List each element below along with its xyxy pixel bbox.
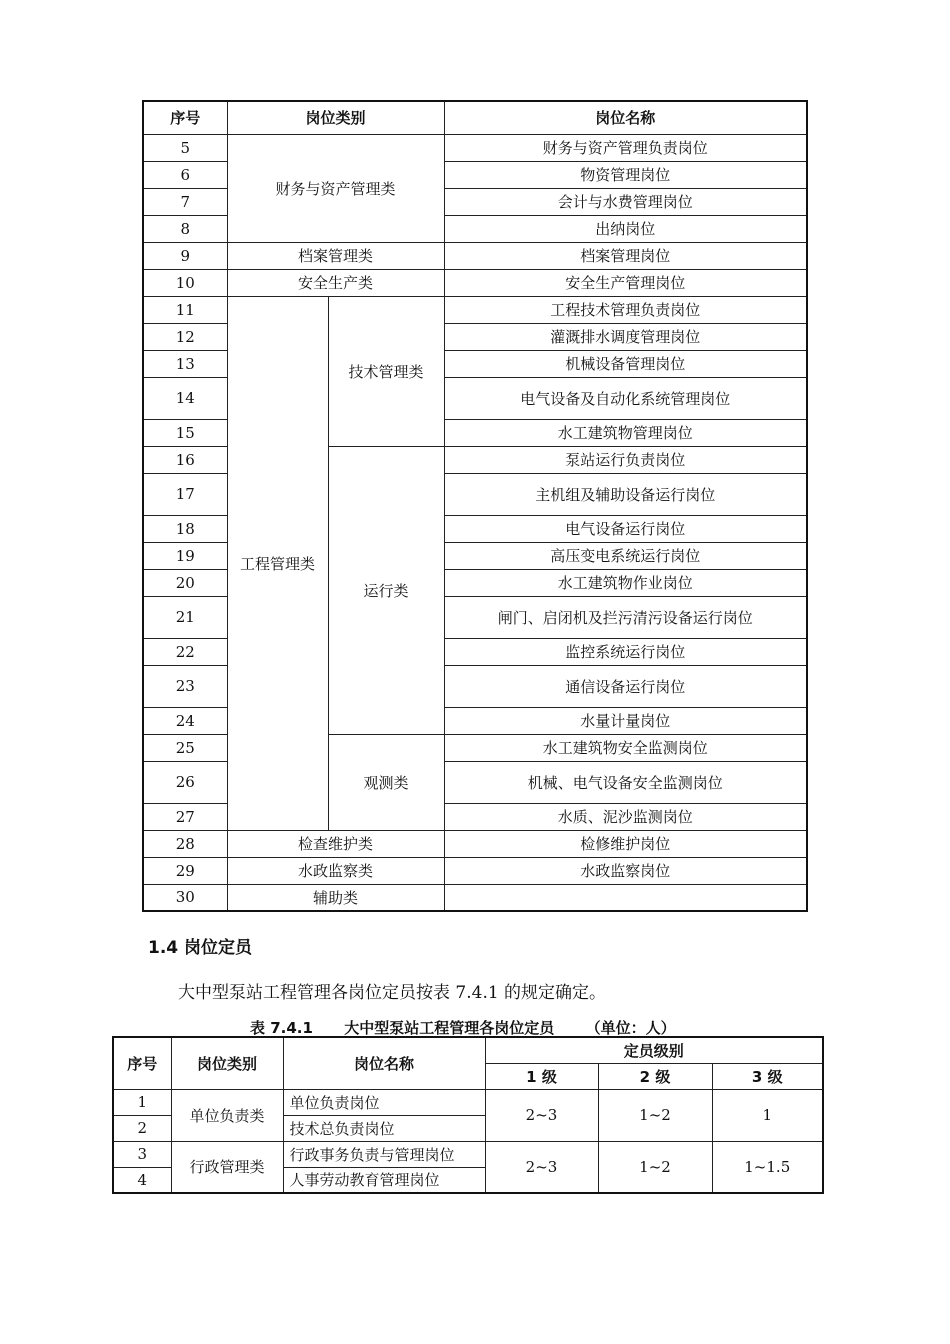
position-name: 水工建筑物安全监测岗位 (444, 734, 807, 761)
category-cell: 档案管理类 (227, 242, 444, 269)
position-name: 高压变电系统运行岗位 (444, 542, 807, 569)
header-category: 岗位类别 (171, 1037, 283, 1089)
row-no: 26 (143, 761, 227, 803)
position-name: 水量计量岗位 (444, 707, 807, 734)
header-name: 岗位名称 (444, 101, 807, 134)
subcategory-tech: 技术管理类 (328, 296, 444, 446)
position-name: 检修维护岗位 (444, 830, 807, 857)
row-no: 19 (143, 542, 227, 569)
row-no: 5 (143, 134, 227, 161)
row-no: 27 (143, 803, 227, 830)
subcategory-observation: 观测类 (328, 734, 444, 830)
position-name: 档案管理岗位 (444, 242, 807, 269)
category-cell: 单位负责类 (171, 1089, 283, 1141)
row-no: 17 (143, 473, 227, 515)
row-no: 29 (143, 857, 227, 884)
row-no: 12 (143, 323, 227, 350)
position-name: 通信设备运行岗位 (444, 665, 807, 707)
section-heading: 1.4 岗位定员 (148, 938, 253, 958)
position-name: 会计与水费管理岗位 (444, 188, 807, 215)
position-name: 财务与资产管理负责岗位 (444, 134, 807, 161)
row-no: 16 (143, 446, 227, 473)
row-no: 18 (143, 515, 227, 542)
row-no: 1 (113, 1089, 171, 1115)
header-category: 岗位类别 (227, 101, 444, 134)
header-name: 岗位名称 (283, 1037, 485, 1089)
header-level-1: 1 级 (485, 1063, 598, 1089)
position-name: 技术总负责岗位 (283, 1115, 485, 1141)
level-2-value: 1~2 (598, 1089, 712, 1141)
row-no: 24 (143, 707, 227, 734)
row-no: 3 (113, 1141, 171, 1167)
category-cell: 行政管理类 (171, 1141, 283, 1193)
position-name: 灌溉排水调度管理岗位 (444, 323, 807, 350)
category-cell: 安全生产类 (227, 269, 444, 296)
position-name: 电气设备及自动化系统管理岗位 (444, 377, 807, 419)
row-no: 30 (143, 884, 227, 911)
header-no: 序号 (113, 1037, 171, 1089)
position-name: 闸门、启闭机及拦污清污设备运行岗位 (444, 596, 807, 638)
row-no: 15 (143, 419, 227, 446)
position-name: 安全生产管理岗位 (444, 269, 807, 296)
position-name: 机械、电气设备安全监测岗位 (444, 761, 807, 803)
category-engineering: 工程管理类 (227, 296, 328, 830)
row-no: 20 (143, 569, 227, 596)
category-finance: 财务与资产管理类 (227, 134, 444, 242)
level-2-value: 1~2 (598, 1141, 712, 1193)
row-no: 4 (113, 1167, 171, 1193)
body-paragraph: 大中型泵站工程管理各岗位定员按表 7.4.1 的规定确定。 (178, 983, 607, 1003)
table-caption: 表 7.4.1 大中型泵站工程管理各岗位定员 （单位：人） (250, 1019, 676, 1037)
level-1-value: 2~3 (485, 1141, 598, 1193)
row-no: 23 (143, 665, 227, 707)
header-level: 定员级别 (485, 1037, 823, 1063)
level-3-value: 1~1.5 (712, 1141, 823, 1193)
position-name: 监控系统运行岗位 (444, 638, 807, 665)
position-name: 工程技术管理负责岗位 (444, 296, 807, 323)
row-no: 21 (143, 596, 227, 638)
position-name: 单位负责岗位 (283, 1089, 485, 1115)
row-no: 6 (143, 161, 227, 188)
level-3-value: 1 (712, 1089, 823, 1141)
staffing-table (112, 1036, 824, 1194)
row-no: 25 (143, 734, 227, 761)
row-no: 10 (143, 269, 227, 296)
position-category-table (142, 100, 808, 912)
subcategory-operation: 运行类 (328, 446, 444, 734)
category-cell: 水政监察类 (227, 857, 444, 884)
position-name: 机械设备管理岗位 (444, 350, 807, 377)
category-cell: 辅助类 (227, 884, 444, 911)
level-1-value: 2~3 (485, 1089, 598, 1141)
header-no: 序号 (143, 101, 227, 134)
row-no: 11 (143, 296, 227, 323)
category-cell: 检查维护类 (227, 830, 444, 857)
position-name: 水工建筑物管理岗位 (444, 419, 807, 446)
position-name: 水质、泥沙监测岗位 (444, 803, 807, 830)
row-no: 8 (143, 215, 227, 242)
row-no: 14 (143, 377, 227, 419)
position-name (444, 884, 807, 911)
position-name: 水工建筑物作业岗位 (444, 569, 807, 596)
position-name: 电气设备运行岗位 (444, 515, 807, 542)
row-no: 28 (143, 830, 227, 857)
row-no: 22 (143, 638, 227, 665)
row-no: 2 (113, 1115, 171, 1141)
position-name: 人事劳动教育管理岗位 (283, 1167, 485, 1193)
position-name: 出纳岗位 (444, 215, 807, 242)
position-name: 行政事务负责与管理岗位 (283, 1141, 485, 1167)
row-no: 9 (143, 242, 227, 269)
position-name: 物资管理岗位 (444, 161, 807, 188)
position-name: 主机组及辅助设备运行岗位 (444, 473, 807, 515)
row-no: 13 (143, 350, 227, 377)
header-level-3: 3 级 (712, 1063, 823, 1089)
row-no: 7 (143, 188, 227, 215)
header-level-2: 2 级 (598, 1063, 712, 1089)
position-name: 水政监察岗位 (444, 857, 807, 884)
position-name: 泵站运行负责岗位 (444, 446, 807, 473)
